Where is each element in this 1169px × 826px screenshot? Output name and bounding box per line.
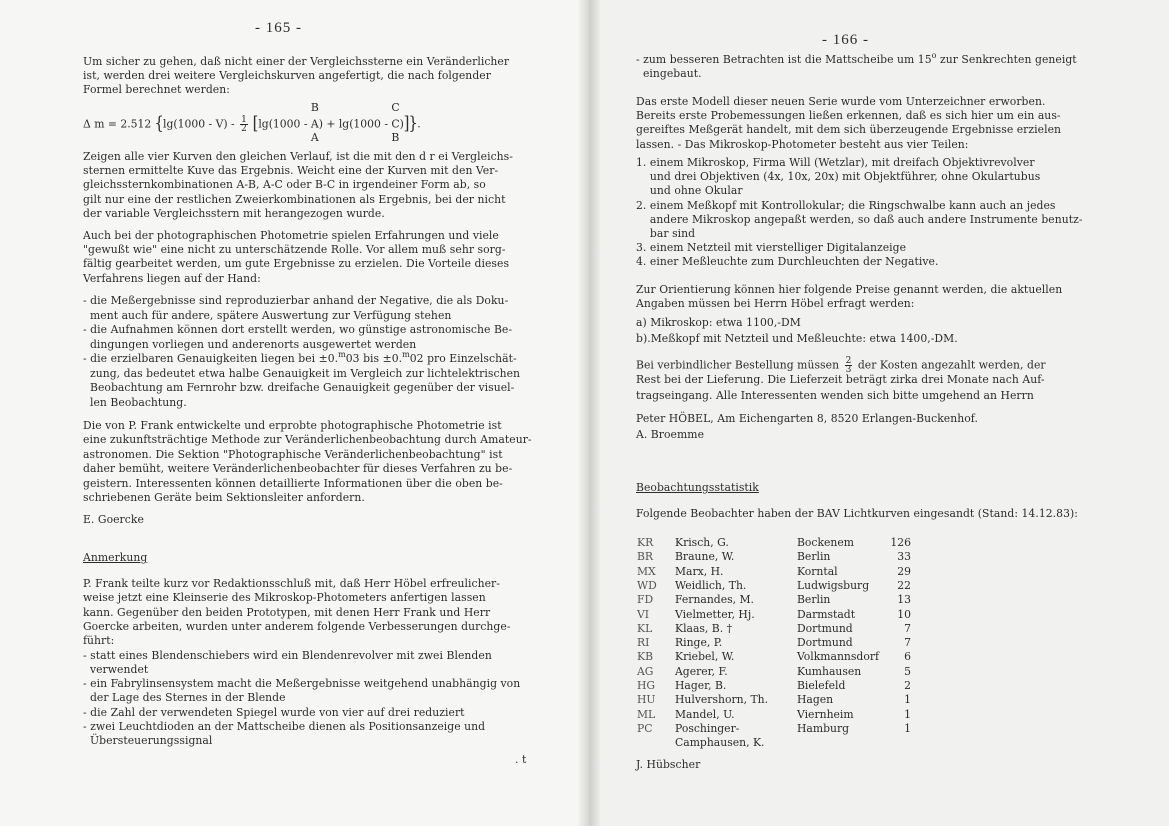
observer-name: Marx, H. <box>675 564 724 578</box>
brace-close: } <box>408 113 418 134</box>
text-line: daher bemüht, weitere Veränderlichenbeobachter für dieses Verfahren zu be- <box>83 462 513 476</box>
text-line: Peter HÖBEL, Am Eichengarten 8, 8520 Erlangen-Buckenhof. <box>636 412 978 425</box>
text-line: dingungen vorliegen und anderenorts ausgewertet werden <box>83 337 417 351</box>
text-line: a) Mikroskop: etwa 1100,-DM <box>636 316 801 329</box>
observer-city: Berlin <box>797 593 831 607</box>
observer-count: 6 <box>904 650 911 664</box>
observer-code: PC <box>637 721 653 735</box>
text-line: eine zukunftsträchtige Methode zur Veränderlichenbeobachtung durch Amateur- <box>83 433 532 447</box>
text-line: schriebenen Geräte beim Sektionsleiter anfordern. <box>83 491 365 504</box>
text-segment: 02 pro Einzelschät- <box>409 352 517 365</box>
page-number: - 166 - <box>822 32 869 48</box>
observer-code: ML <box>637 707 656 721</box>
observer-name: Hulvershorn, Th. <box>675 693 769 707</box>
text-line <box>636 357 1046 374</box>
text-line: 2. einem Meßkopf mit Kontrollokular; die Ringschwalbe kann auch an jedes <box>636 198 1056 212</box>
observer-count: 13 <box>897 593 911 607</box>
observer-code: VI <box>637 607 650 621</box>
observer-name: Poschinger- <box>675 721 740 735</box>
observer-code: BR <box>637 550 654 564</box>
text-segment: der Kosten angezahlt werden, der <box>854 358 1046 372</box>
observer-code: KL <box>637 621 653 635</box>
superscript: o <box>931 51 937 60</box>
observer-code: HU <box>637 693 656 707</box>
text-line <box>636 53 1077 67</box>
text-line: Das erste Modell dieser neuen Serie wurde vom Unterzeichner erworben. <box>636 95 1046 108</box>
text-line: verwendet <box>83 662 149 676</box>
observer-name: Fernandes, M. <box>675 593 754 607</box>
observer-city: Hamburg <box>797 721 850 735</box>
text-line: fältig gearbeitet werden, um gute Ergebnisse zu erzielen. Die Vorteile dieses <box>83 257 510 271</box>
formula-index: A <box>310 131 319 144</box>
text-line: astronomen. Die Sektion "Photographische Veränderlichenbeobachtung" ist <box>83 447 503 461</box>
observer-name: Klaas, B. † <box>675 621 732 635</box>
text-line: der Lage des Sternes in der Blende <box>83 691 286 705</box>
text-segment: 03 bis ±0. <box>345 352 403 365</box>
text-line: P. Frank teilte kurz vor Redaktionsschluß mit, daß Herr Höbel erfreulicher- <box>83 577 500 590</box>
observer-city: Dortmund <box>797 636 853 650</box>
observer-count: 22 <box>897 578 911 592</box>
text-segment: Bei verbindlicher Bestellung müssen <box>636 358 843 372</box>
fraction-denominator: 3 <box>845 365 852 375</box>
fraction-numerator: 2 <box>845 356 852 366</box>
observer-code: AG <box>637 664 654 678</box>
text-line: Bereits erste Probemessungen ließen erkennen, daß es sich hier um ein aus- <box>636 109 1061 123</box>
superscript: m <box>402 350 410 359</box>
observer-count: 1 <box>904 721 911 735</box>
observer-city: Bielefeld <box>797 679 846 692</box>
right-page <box>588 0 1169 826</box>
text-line: - die Zahl der verwendeten Spiegel wurde von vier auf drei reduziert <box>83 705 465 719</box>
text-segment: zur Senkrechten geneigt <box>936 53 1077 66</box>
text-line: Rest bei der Lieferung. Die Lieferzeit beträgt zirka drei Monate nach Auf- <box>636 373 1045 386</box>
text-line: - ein Fabrylinsensystem macht die Meßergebnisse weitgehend unabhängig von <box>83 677 521 691</box>
text-line: zung, das bedeutet etwa halbe Genauigkeit im Vergleich zur lichtelektrischen <box>83 366 521 380</box>
fraction <box>845 357 853 374</box>
observer-city: Volkmannsdorf <box>797 650 879 664</box>
text-line: "gewußt wie" eine nicht zu unterschätzende Rolle. Vor allem muß sehr sorg- <box>83 243 506 257</box>
text-line: Auch bei der photographischen Photometrie spielen Erfahrungen und viele <box>83 229 499 242</box>
text-line: Zur Orientierung können hier folgende Preise genannt werden, die aktuellen <box>636 283 1063 296</box>
observer-name: Ringe, P. <box>675 636 723 650</box>
text-line: Die von P. Frank entwickelte und erprobte photographische Photometrie ist <box>83 419 502 432</box>
observer-city: Bockenem <box>797 536 854 549</box>
observer-city: Viernheim <box>797 707 854 721</box>
observer-city: Kumhausen <box>797 664 862 678</box>
text-line: Angaben müssen bei Herrn Höbel erfragt werden: <box>636 297 915 311</box>
text-line: Anmerkung <box>83 551 148 564</box>
brace-open: { <box>154 113 164 134</box>
formula-end: . <box>417 117 421 131</box>
text-line: gilt nur eine der restlichen Zweierkombinationen als Ergebnis, bei der nicht <box>83 192 506 206</box>
observer-name: Krisch, G. <box>675 536 729 549</box>
observer-city: Darmstadt <box>797 607 856 621</box>
observer-code: MX <box>637 564 656 578</box>
observer-count: 1 <box>904 707 911 721</box>
text-line: geistern. Interessenten können detaillierte Informationen über die oben be- <box>83 476 503 490</box>
bracket-close: ] <box>403 113 410 134</box>
observer-code: RI <box>637 636 650 650</box>
text-line: und drei Objektiven (4x, 10x, 20x) mit Objektführer, ohne Okulartubus <box>636 170 1041 184</box>
text-line: der variable Vergleichsstern mit herangezogen wurde. <box>83 206 385 220</box>
bracket-open: [ <box>252 113 259 134</box>
observer-count: 126 <box>890 536 911 549</box>
observer-code: KR <box>637 536 654 549</box>
text-line: 3. einem Netzteil mit vierstelliger Digitalanzeige <box>636 241 907 255</box>
observer-city: Ludwigsburg <box>797 578 870 592</box>
text-line: und ohne Okular <box>636 184 743 198</box>
text-line: J. Hübscher <box>636 758 701 771</box>
observer-code: KB <box>637 650 654 664</box>
text-line: Folgende Beobachter haben der BAV Lichtkurven eingesandt (Stand: 14.12.83): <box>636 507 1078 520</box>
observer-count: 2 <box>904 679 911 692</box>
observer-count: 29 <box>897 564 911 578</box>
text-line: E. Goercke <box>83 513 144 526</box>
text-line: Beobachtung am Fernrohr bzw. dreifache Genauigkeit gegenüber der visuel- <box>83 381 515 394</box>
text-line: - zwei Leuchtdioden an der Mattscheibe dienen als Positionsanzeige und <box>83 720 486 733</box>
text-line: Goercke arbeiten, wurden unter anderem folgende Verbesserungen durchge- <box>83 619 511 633</box>
text-line: A. Broemme <box>636 428 705 441</box>
text-line: gereiftes Meßgerät handelt, mit dem sich überzeugende Ergebnisse erzielen <box>636 123 1062 137</box>
text-line: ist, werden drei weitere Vergleichskurven angefertigt, die nach folgender <box>83 69 491 83</box>
formula-index: B <box>310 101 319 114</box>
text-line: Verfahrens liegen auf der Hand: <box>83 271 261 285</box>
text-line: kann. Gegenüber den beiden Prototypen, mit denen Herr Frank und Herr <box>83 605 491 619</box>
text-line: tragseingang. Alle Interessenten wenden sich bitte umgehend an Herrn <box>636 389 1034 402</box>
text-segment: - die erzielbaren Genauigkeiten liegen bei ±0. <box>83 352 339 365</box>
formula-main <box>83 113 421 134</box>
observer-code: HG <box>637 679 656 692</box>
formula-index: B <box>391 131 400 144</box>
text-line: Beobachtungsstatistik <box>636 481 759 494</box>
observer-count: 7 <box>904 621 911 635</box>
text-line: - die Meßergebnisse sind reproduzierbar anhand der Negative, die als Doku- <box>83 294 509 307</box>
formula-lhs: Δ m = 2.512 <box>83 117 152 131</box>
formula-term2: lg(1000 - A) + lg(1000 - C) <box>258 117 404 131</box>
text-line: gleichssternkombinationen A-B, A-C oder B-C in irgendeiner Form ab, so <box>83 178 486 192</box>
text-segment: - zum besseren Betrachten ist die Mattscheibe um 15 <box>636 53 932 66</box>
observer-count: 33 <box>897 550 911 564</box>
fraction-half: $\frac{1}{2}$ <box>241 115 247 134</box>
text-line: len Beobachtung. <box>83 395 187 409</box>
observer-name: Camphausen, K. <box>675 736 765 750</box>
text-line: Formel berechnet werden: <box>83 83 230 97</box>
text-line: lassen. - Das Mikroskop-Photometer besteht aus vier Teilen: <box>636 137 969 151</box>
observer-city: Korntal <box>797 564 838 578</box>
text-line: bar sind <box>636 227 696 240</box>
formula-term1: lg(1000 - V) - <box>163 117 235 131</box>
observer-name: Agerer, F. <box>675 664 728 678</box>
text-line: eingebaut. <box>636 67 702 80</box>
text-line: Um sicher zu gehen, daß nicht einer der Vergleichssterne ein Veränderlicher <box>83 55 510 68</box>
observer-city: Hagen <box>797 693 834 707</box>
text-line: Zeigen alle vier Kurven den gleichen Verlauf, ist die mit den d r ei Vergleichs- <box>83 150 513 163</box>
superscript: m <box>338 350 346 359</box>
text-line: 4. einer Meßleuchte zum Durchleuchten der Negative. <box>636 255 939 269</box>
formula-index: C <box>391 101 400 114</box>
observer-city: Dortmund <box>797 621 853 635</box>
text-line: b).Meßkopf mit Netzteil und Meßleuchte: etwa 1400,-DM. <box>636 331 958 345</box>
text-line <box>83 352 517 366</box>
text-line: Übersteuerungssignal <box>83 734 213 748</box>
page-number: - 165 - <box>255 20 302 36</box>
text-line: 1. einem Mikroskop, Firma Will (Wetzlar), mit dreifach Objektivrevolver <box>636 156 1035 169</box>
observer-count: 5 <box>904 664 911 678</box>
observer-code: FD <box>637 593 654 607</box>
text-line: - die Aufnahmen können dort erstellt werden, wo günstige astronomische Be- <box>83 323 513 336</box>
text-line: ment auch für andere, spätere Auswertung zur Verfügung stehen <box>83 308 452 322</box>
text-line: weise jetzt eine Kleinserie des Mikroskop-Photometers anfertigen lassen <box>83 591 486 605</box>
observer-name: Braune, W. <box>675 550 735 564</box>
text-line: führt: <box>83 634 115 648</box>
observer-name: Vielmetter, Hj. <box>675 607 755 621</box>
text-line: sternen ermittelte Kuve das Ergebnis. Weicht eine der Kurven mit den Ver- <box>83 164 499 178</box>
observer-count: 7 <box>904 636 911 650</box>
observer-name: Mandel, U. <box>675 707 735 721</box>
observer-name: Hager, B. <box>675 679 727 692</box>
observer-count: 10 <box>897 607 911 621</box>
book-gutter <box>578 0 600 826</box>
text-line: andere Mikroskop angepaßt werden, so daß auch andere Instrumente benutz- <box>636 212 1083 226</box>
observer-name: Kriebel, W. <box>675 650 735 664</box>
observer-count: 1 <box>904 693 911 707</box>
text-line: - statt eines Blendenschiebers wird ein Blendenrevolver mit zwei Blenden <box>83 648 492 662</box>
observer-code: WD <box>637 578 657 592</box>
observer-name: Weidlich, Th. <box>675 578 747 592</box>
observer-city: Berlin <box>797 550 831 564</box>
text-line: . t <box>515 753 527 766</box>
